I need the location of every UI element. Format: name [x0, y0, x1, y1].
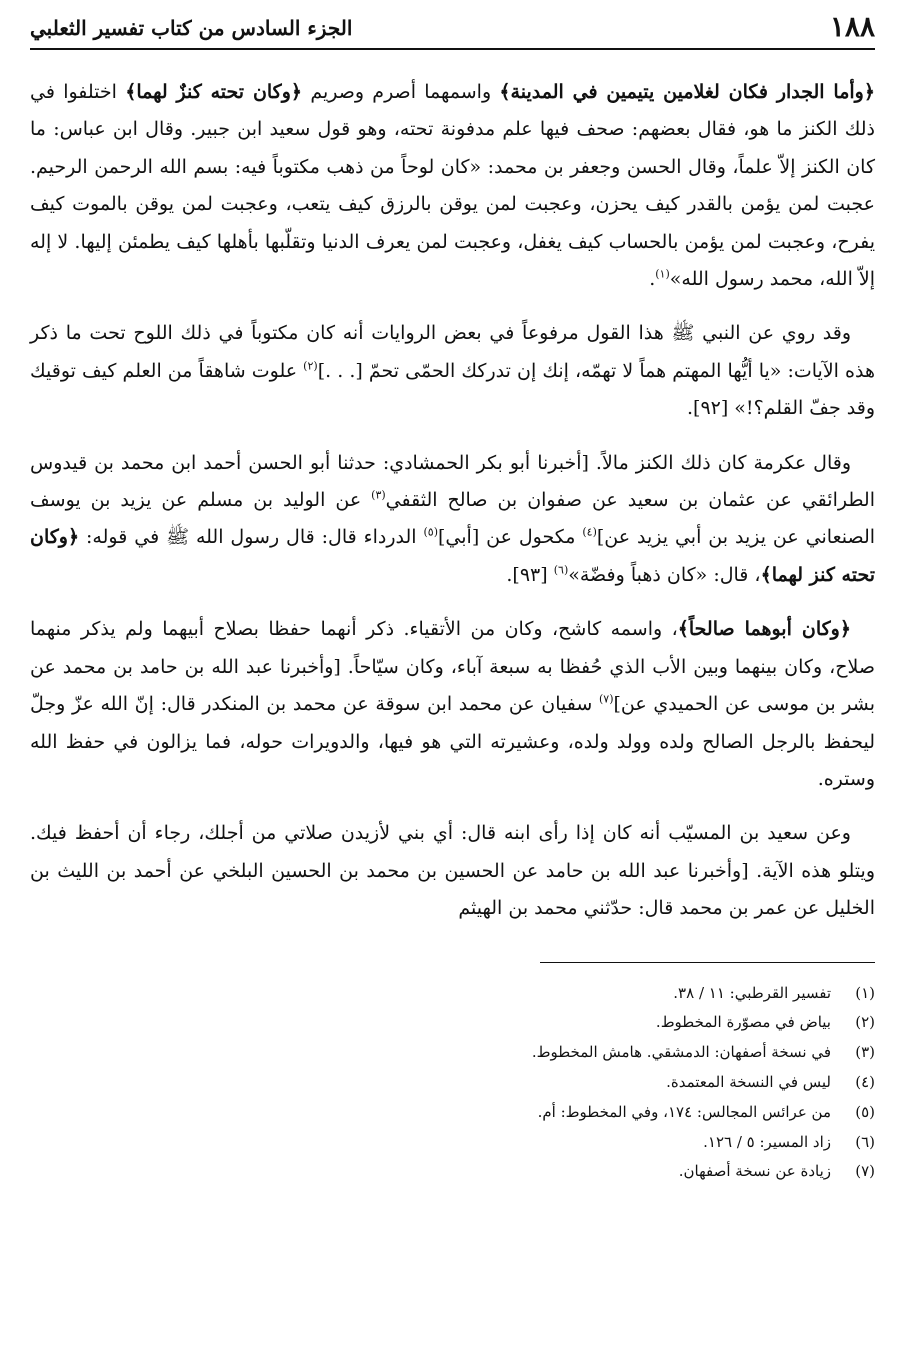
footnote	[30, 979, 875, 1009]
text-segment: سفيان عن محمد ابن سوقة عن محمد بن المنكدر قال: إنّ الله عزّ وجلّ ليحفظ بالرجل الصالح ولده وولد ولده، وعشيرته التي هو فيها، والدويرات حوله، فما يزالون في حفظ الله وستره.	[30, 693, 875, 790]
footnote-text: ليس في النسخة المعتمدة.	[666, 1072, 831, 1091]
text-segment: وقد روي عن النبي ﷺ هذا القول مرفوعاً في بعض الروايات أنه كان مكتوباً في ذلك اللوح تحت ما ذكر هذه الآيات: «يا أيُّها المهتم هماً لا تهمّه، إنك إن تدركك الحمّى تحمّ [. . .]	[30, 322, 875, 382]
text-segment: واسمهما أصرم وصريم	[302, 81, 500, 103]
quran-quote: ﴿وأما الجدار فكان لغلامين يتيمين في المدينة﴾	[499, 81, 875, 103]
text-segment: علوت شاهقاً من العلم كيف توقيك وقد جفّ القلم؟!» [٩٢].	[30, 359, 875, 420]
paragraph	[30, 611, 875, 798]
footnote-marker: (١)	[655, 267, 670, 281]
quran-quote: ﴿وكان تحته كنز لهما﴾	[30, 526, 875, 586]
footnote-marker: (٧)	[599, 692, 614, 706]
text-segment: مكحول عن [أبي]	[438, 526, 583, 549]
footnote	[30, 1038, 875, 1068]
footnote-text: من عرائس المجالس: ١٧٤، وفي المخطوط: أم.	[537, 1102, 831, 1121]
footnote-marker: (٢)	[303, 359, 318, 373]
page-number: ١٨٨	[829, 10, 875, 43]
footnote-marker: (٦)	[553, 563, 569, 577]
text-segment: وقال عكرمة كان ذلك الكنز مالاً. [أخبرنا أبو بكر الحمشادي: حدثنا أبو الحسن أحمد ابن محمد بن قيدوس الطرائقي عن عثمان بن سعيد عن صفوان بن صالح الثقفي	[30, 451, 875, 512]
footnote-number: (٣)	[855, 1043, 875, 1062]
footnote-marker: (٣)	[371, 488, 386, 502]
text-segment: وعن سعيد بن المسيّب أنه كان إذا رأى ابنه قال: أي بني لأزيدن صلاتي من أجلك، رجاء أن أحفظ فيك. ويتلو هذه الآية. [وأخبرنا عبد الله بن حامد عن الحسين بن محمد بن الحسين البلخي عن أحمد بن الليث بن الخليل عن عمر بن محمد قال: حدّثني محمد بن الهيثم	[30, 822, 875, 920]
footnote	[30, 1128, 875, 1158]
footnote-number: (٤)	[855, 1072, 875, 1091]
footnote-text: بياض في مصوّرة المخطوط.	[655, 1013, 831, 1032]
paragraph	[30, 815, 875, 927]
text-segment: ، واسمه كاشح، وكان من الأتقياء. ذكر أنهما حفظا بصلاح أبيهما ولم يذكر منهما صلاح، وكان بينهما وبين الأب الذي حُفظا به سبعة آباء، وكان سيّاحاً. [وأخبرنا عبد الله بن حامد بن محمد عن بشر بن موسى عن الحميدي عن]	[30, 618, 875, 716]
paragraph	[30, 74, 875, 298]
text-segment: [٩٣].	[506, 563, 554, 586]
running-title: الجزء السادس من كتاب تفسير الثعلبي	[30, 16, 353, 40]
footnote-text: تفسير القرطبي: ١١ / ٣٨.	[673, 983, 831, 1002]
footnote-text: في نسخة أصفهان: الدمشقي. هامش المخطوط.	[531, 1043, 831, 1062]
footnote-marker: (٤)	[582, 526, 597, 540]
text-segment: الدرداء قال: قال رسول الله ﷺ في قوله:	[79, 526, 424, 549]
footnote	[30, 1157, 875, 1187]
book-page	[30, 8, 875, 1358]
footnote	[30, 1008, 875, 1038]
page-header	[30, 8, 875, 50]
text-segment: ، قال: «كان ذهباً وفضّة»	[568, 563, 761, 586]
text-segment: عن الوليد بن مسلم عن يزيد بن يوسف الصنعاني عن يزيد بن أبي يزيد عن]	[30, 489, 876, 549]
footnote-number: (١)	[855, 983, 875, 1002]
paragraph	[30, 445, 875, 595]
footnote-number: (٧)	[855, 1162, 875, 1181]
footnote-number: (٢)	[855, 1013, 875, 1032]
footnote-marker: (٥)	[423, 526, 438, 540]
text-segment: اختلفوا في ذلك الكنز ما هو، فقال بعضهم: صحف فيها علم مدفونة تحته، وهو قول سعيد ابن جبير. وقال ابن عباس: ما كان الكنز إلاّ علماً، وقال الحسن وجعفر بن محمد: «كان لوحاً من ذهب مكتوباً فيه: بسم الله الرحمن الرحيم. عجبت لمن يؤمن بالقدر كيف يحزن، وعجبت لمن يوقن بالرزق كيف يتعب، وعجبت لمن يوقن بالموت كيف يفرح، وعجبت لمن يؤمن بالحساب كيف يغفل، وعجبت لمن يعرف الدنيا وتقلّبها بأهلها كيف يطمئن إليها. لا إله إلاّ الله، محمد رسول الله»	[30, 81, 875, 291]
quran-quote: ﴿وكان تحته كنزٌ لهما﴾	[125, 81, 303, 103]
main-text	[30, 74, 875, 928]
quran-quote: ﴿وكان أبوهما صالحاً﴾	[677, 618, 851, 641]
text-segment: .	[649, 268, 656, 291]
footnote-text: زاد المسير: ٥ / ١٢٦.	[703, 1132, 831, 1151]
footnote-text: زيادة عن نسخة أصفهان.	[678, 1162, 831, 1181]
footnote	[30, 1098, 875, 1128]
footnote-number: (٥)	[855, 1102, 875, 1121]
footnote	[30, 1068, 875, 1098]
footnote-divider	[540, 962, 875, 963]
footnote-number: (٦)	[855, 1132, 875, 1151]
footnotes	[30, 979, 875, 1188]
paragraph	[30, 315, 875, 427]
